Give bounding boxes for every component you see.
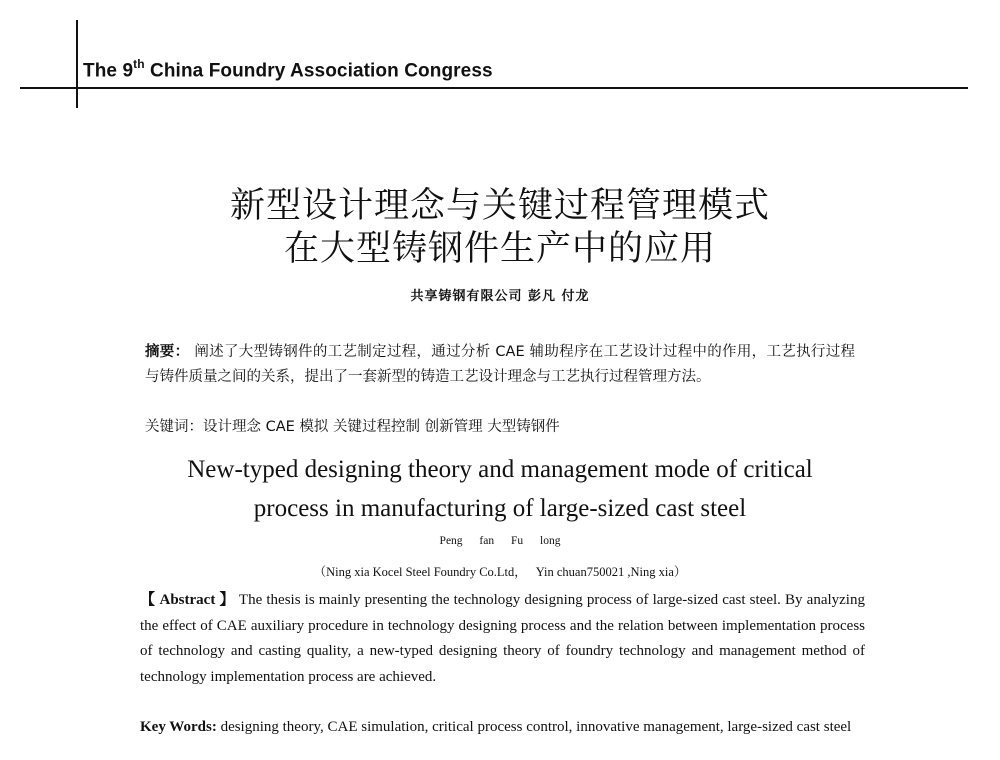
chinese-keywords: [145, 415, 865, 440]
header-horizontal-rule: [20, 87, 968, 89]
english-keywords-label: Key Words:: [140, 719, 217, 735]
running-header: [83, 58, 493, 82]
chinese-title-line-1: 新型设计理念与关键过程管理模式: [229, 186, 770, 226]
english-title-line-2: process in manufacturing of large-sized cast steel: [253, 495, 747, 522]
chinese-abstract: [145, 340, 855, 390]
congress-ordinal-suffix: th: [133, 57, 145, 71]
chinese-keywords-label: 关键词：: [145, 419, 203, 435]
congress-prefix: The 9: [83, 60, 134, 82]
english-keywords: [140, 715, 865, 741]
chinese-abstract-label: 摘要：: [145, 344, 190, 360]
english-abstract-label: 【 Abstract 】: [140, 592, 235, 608]
chinese-abstract-text: 阐述了大型铸钢件的工艺制定过程，通过分析 CAE 辅助程序在工艺设计过程中的作用，工艺执行过程与铸件质量之间的关系，提出了一套新型的铸造工艺设计理念与工艺执行过程管理方法。: [145, 344, 856, 385]
english-authors: Peng fan Fu long: [439, 535, 561, 547]
english-affiliation: （Ning xia Kocel Steel Foundry Co.Ltd， Yin chuan750021 ,Ning xia）: [313, 565, 687, 579]
english-abstract: [140, 588, 865, 690]
chinese-keywords-text: 设计理念 CAE 模拟 关键过程控制 创新管理 大型铸钢件: [203, 419, 560, 435]
chinese-authors: 共享铸钢有限公司 彭凡 付龙: [410, 289, 590, 304]
chinese-title-line-2: 在大型铸钢件生产中的应用: [283, 229, 716, 269]
english-title-line-1: New-typed designing theory and management mode of critical: [187, 456, 813, 483]
english-abstract-text: The thesis is mainly presenting the technology designing process of large-sized cast steel. By analyzing the effect of CAE auxiliary procedure in technology designing process and the relation between implementation process of technology and casting quality, a new-typed designing theory of foundry technology and management method of technology implementation process are achieved.: [140, 592, 865, 685]
english-keywords-text: designing theory, CAE simulation, critical process control, innovative management, large-sized cast steel: [216, 719, 852, 735]
header-vertical-rule: [76, 20, 78, 108]
congress-name: China Foundry Association Congress: [144, 60, 493, 82]
